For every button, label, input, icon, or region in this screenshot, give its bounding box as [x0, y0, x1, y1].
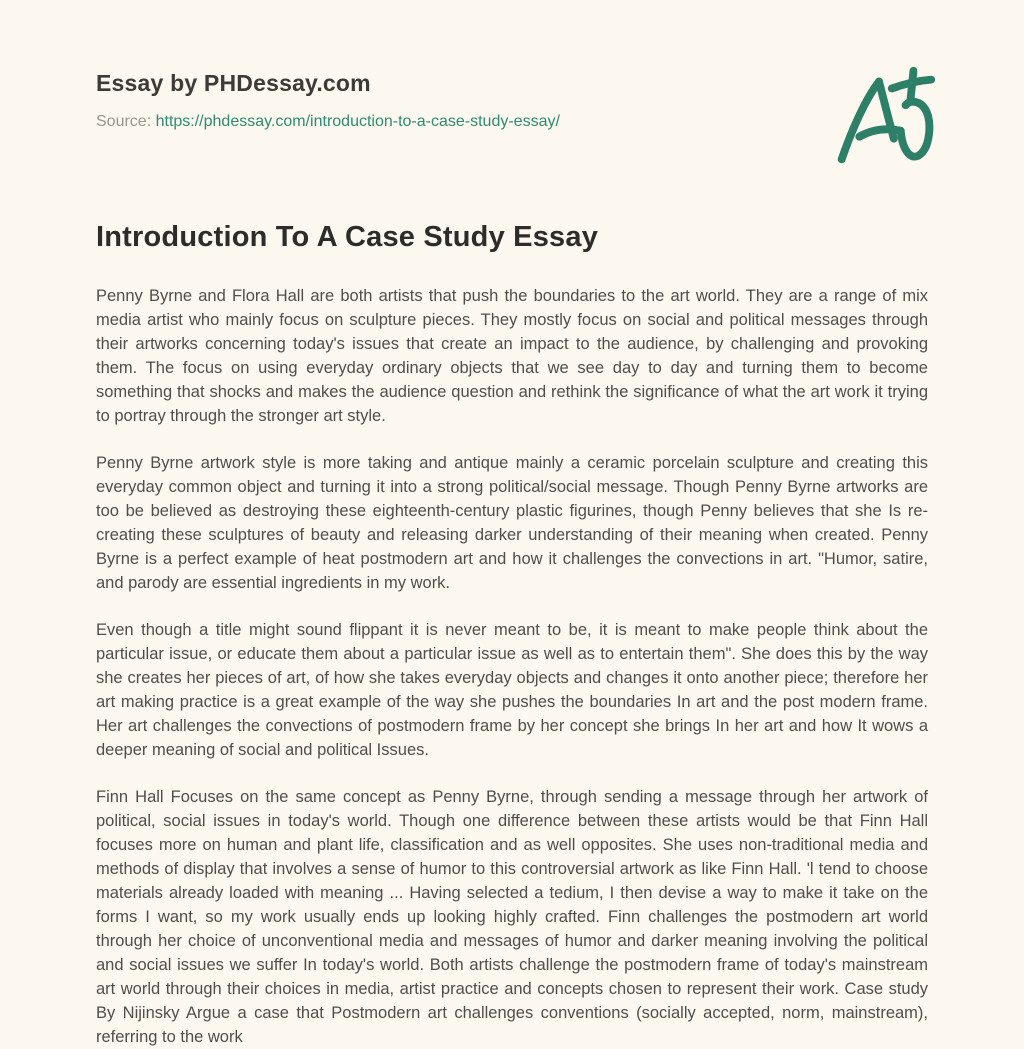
- source-line: [96, 113, 928, 131]
- essay-body: [96, 284, 928, 1049]
- essay-paragraph-1: Penny Byrne and Flora Hall are both artists that push the boundaries to the art world. They are a range of mix media artist who mainly focus on sculpture pieces. They mostly focus on social and political messages through their artworks concerning today's issues that create an impact to the audience, by challenging and provoking them. The focus on using everyday ordinary objects that we see day to day and turning them to become something that shocks and makes the audience question and rethink the significance of what the art work it trying to portray through the stronger art style.: [96, 287, 928, 425]
- source-link[interactable]: https://phdessay.com/introduction-to-a-case-study-essay/: [155, 113, 560, 130]
- essay-paragraph-4: Finn Hall Focuses on the same concept as Penny Byrne, through sending a message through her artwork of political, social issues in today's world. Though one difference between these artists would be that Finn Hall focuses more on human and plant life, classification and as well opposites. She uses non-traditional media and methods of display that involves a sense of humor to this controversial artwork as like Finn Hall. 'l tend to choose materials already loaded with meaning ... Having selected a tedium, I then devise a way to make it take on the forms I want, so my work usually ends up looking highly crafted. Finn challenges the postmodern art world through her choice of unconventional media and messages of humor and darker meaning involving the political and social issues we suffer In today's world. Both artists challenge the postmodern frame of today's mainstream art world through their choices in media, artist practice and concepts chosen to represent their work. Case study By Nijinsky Argue a case that Postmodern art challenges conventions (socially accepted, norm, mainstream), referring to the work: [96, 788, 928, 1046]
- a-plus-logo-icon: [822, 58, 940, 176]
- essay-paragraph-2: Penny Byrne artwork style is more taking and antique mainly a ceramic porcelain sculpture and creating this everyday common object and turning it into a strong political/social message. Though Penny Byrne artworks are too be believed as destroying these eighteenth-century plastic figurines, though Penny believes that she Is re-creating these sculptures of beauty and releasing darker understanding of their meaning when created. Penny Byrne is a perfect example of heat postmodern art and how it challenges the convections in art. "Humor, satire, and parody are essential ingredients in my work.: [96, 454, 928, 592]
- source-label: Source:: [96, 113, 152, 130]
- essay-paragraph-3: Even though a title might sound flippant it is never meant to be, it is meant to make people think about the particular issue, or educate them about a particular issue as well as to entertain them". She does this by the way she creates her pieces of art, of how she takes everyday objects and changes it onto another piece; therefore her art making practice is a great example of the way she pushes the boundaries In art and the post modern frame. Her art challenges the convections of postmodern frame by her concept she brings In her art and how It wows a deeper meaning of social and political Issues.: [96, 621, 928, 759]
- essay-title: Introduction To A Case Study Essay: [96, 221, 599, 253]
- page-header: [96, 70, 928, 131]
- site-title: Essay by PHDessay.com: [96, 70, 371, 96]
